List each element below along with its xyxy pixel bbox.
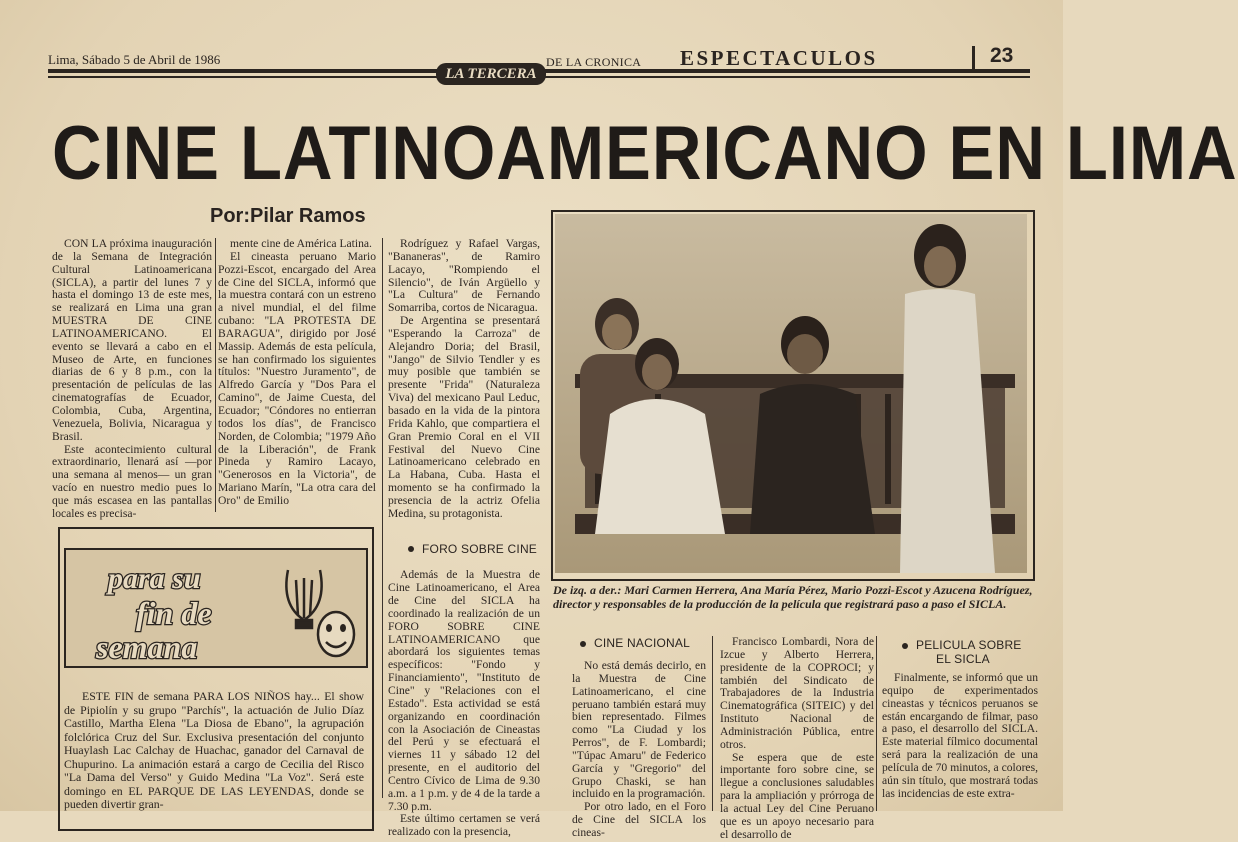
newspaper-logo: LA TERCERA [436, 63, 546, 85]
photo-illustration [555, 214, 1027, 573]
article-column-1 [52, 238, 212, 521]
bullet-icon [408, 546, 414, 552]
article-column-3 [388, 238, 540, 839]
paragraph: Finalmente, se informó que un equipo de experimentados cineastas y técnicos peruanos se están encargando de filmar, paso a paso, el desarrollo del SICLA. Este material fílmico documental será para la realización de una película de 70 minutos, a colores, aún sin título, que mostrará todas las incidencias de este extra- [882, 671, 1038, 800]
paragraph: Rodríguez y Rafael Vargas, "Bananeras", de Ramiro Lacayo, "Rompiendo el Silencio", de Iván Argüello y "La Cultura" de Fernando Somarriba, cortos de Nicaragua. [388, 237, 540, 315]
paragraph: Además de la Muestra de Cine Latinoamericano, el Area de Cine del SICLA ha coordinado la realización de un FORO SOBRE CINE LATINOAMERICANO que abordará los siguientes temas específicos: "Fondo y Financiamiento", "Instituto de Cine" y "Relaciones con el Estado". Esta actividad se está organizando en coordinación con la Asociación de Cineastas del Perú y se efectuará el viernes 11 y sábado 12 del presente, en el auditorio del Centro Cívico de Lima de 9.30 a.m. a 1 p.m. y de 4 de la tarde a 7.30 p.m. [388, 568, 540, 813]
column-divider [876, 636, 877, 811]
paragraph: De Argentina se presentará "Esperando la Carroza" de Alejandro Doria; del Brasil, "Jango" de Silvio Tendler y es muy posible que también se presente "Frida" (Naturaleza Viva) del mexicano Paul Leduc, basado en la vida de la pintora Frida Kahlo, que compartiera el Gran Premio Coral en el VII Festival del Nuevo Cine Latinoamericano celebrado en La Habana, Cuba. Hasta el momento se ha confirmado la presencia de la actriz Ofelia Medina, su protagonista. [388, 314, 540, 520]
subhead-cine-nacional: CINE NACIONAL [580, 636, 690, 650]
paragraph: Se espera que de este importante foro sobre cine, se llegue a conclusiones saludables para la ampliación y prórroga de la actual Ley del Cine Peruano que es un apoyo necesario para el desarrollo de [720, 750, 874, 841]
bullet-icon [902, 643, 908, 649]
article-headline: CINE LATINOAMERICANO EN LIMA [52, 111, 1238, 196]
paragraph: mente cine de América Latina. [230, 237, 372, 250]
article-byline: Por:Pilar Ramos [210, 205, 366, 227]
weekend-box-text [64, 690, 364, 812]
group-photo [555, 214, 1027, 573]
article-column-4 [572, 660, 706, 840]
article-column-6 [882, 672, 1038, 800]
newspaper-subtitle: DE LA CRONICA [546, 55, 642, 69]
paragraph: El cineasta peruano Mario Pozzi-Escot, encargado del Area de Cine del SICLA, informó que la muestra contará con un estreno a nivel mundial, el del filme cubano: "LA PROTESTA DE BARAGUA", dirigido por José Massip. Además de esta película, se han confirmado los siguientes títulos: "Nuestro Juramento", de Alfredo García y "Dos Para el Camino", de Jaime Cuesta, del Ecuador; "Cóndores no entierran todos los días", de Francisco Norden, de Colombia; "1979 Año de la Liberación", de Frank Pineda y Ramiro Lacayo, "Generosos en la Victoria", de Mariano Marín, "La otra cara del Oro" de Emilio [218, 249, 376, 507]
paragraph: ESTE FIN de semana PARA LOS NIÑOS hay... El show de Pipiolín y su grupo "Parchís", la actuación de Julio Díaz Castillo, Martha Elena "La Diosa de Ebano", la agrupación folclórica Cruz del Sur. Exclusiva presentación del conjunto Huaylash Lac Calchay de Huachac, ganador del Carnaval de Chupurino. La animación estará a cargo de Cecilia del Risco "La Dama del Verso" y Guido Medina "La Voz". Será este domingo en EL PARQUE DE LAS LEYENDAS, donde se pueden divertir gran- [64, 689, 364, 811]
bullet-icon [580, 641, 586, 647]
photo-caption: De izq. a der.: Mari Carmen Herrera, Ana María Pérez, Mario Pozzi-Escot y Azucena Rodríguez, director y responsables de la producción de la película que registrará paso a paso el SICLA. [553, 583, 1033, 611]
weekend-title-art [66, 550, 366, 666]
paragraph: Este acontecimiento cultural extraordinario, llenará así —por una semana al menos— un gran vacío en nuestro medio pues lo que más escasea en las pantallas locales es precisa- [52, 442, 212, 520]
subhead-pelicula: PELICULA SOBRE EL SICLA [902, 638, 1022, 666]
article-column-5 [720, 636, 874, 842]
column-divider [382, 238, 383, 798]
theatre-mask-icon [318, 612, 354, 656]
paragraph: Francisco Lombardi, Nora de Izcue y Alberto Herrera, presidente de la COPROCI; y también del Sindicato de Trabajadores de la Industria Cinematográfica (SITEIC) y del Instituto Nacional de Administración Pública, entre otros. [720, 635, 874, 751]
section-title: ESPECTACULOS [680, 46, 878, 70]
paragraph: No está demás decirlo, en la Muestra de Cine Latinoamericano, el cine peruano también estará muy bien representado. Filmes como "La Ciudad y los Perros", de F. Lombardi; "Túpac Amaru" de Federico García y "Gregorio" del Grupo Chaski, se han incluido en la programación. [572, 659, 706, 801]
column-divider [712, 636, 713, 811]
issue-date: Lima, Sábado 5 de Abril de 1986 [48, 52, 221, 67]
page-number: 23 [990, 44, 1014, 67]
subhead-foro: FORO SOBRE CINE [408, 543, 540, 556]
art-title-line-1: para su [108, 562, 201, 595]
section-divider [972, 46, 975, 70]
art-title-line-2: fin de [136, 595, 212, 631]
paragraph: CON LA próxima inauguración de la Semana de Integración Cultural Latinoamericana (SICLA), a partir del lunes 7 y hasta el domingo 13 de este mes, se realizará en Lima una gran MUESTRA DE CINE LATINOAMERICANO. El evento se llevará a cabo en el Museo de Arte, en funciones diarias de 6 y 8 p.m., con la presentación de películas de las cinematografías de Ecuador, Colombia, Cuba, Argentina, Venezuela, Bolivia, Nicaragua y Brasil. [52, 237, 212, 443]
article-column-2 [218, 238, 376, 508]
paragraph: Por otro lado, en el Foro de Cine del SICLA los cineas- [572, 800, 706, 839]
weekend-box-artwork [64, 548, 368, 668]
column-divider [215, 238, 216, 512]
art-title-line-3: semana [96, 629, 198, 665]
paragraph: Este último certamen se verá realizado con la presencia, [388, 812, 540, 839]
